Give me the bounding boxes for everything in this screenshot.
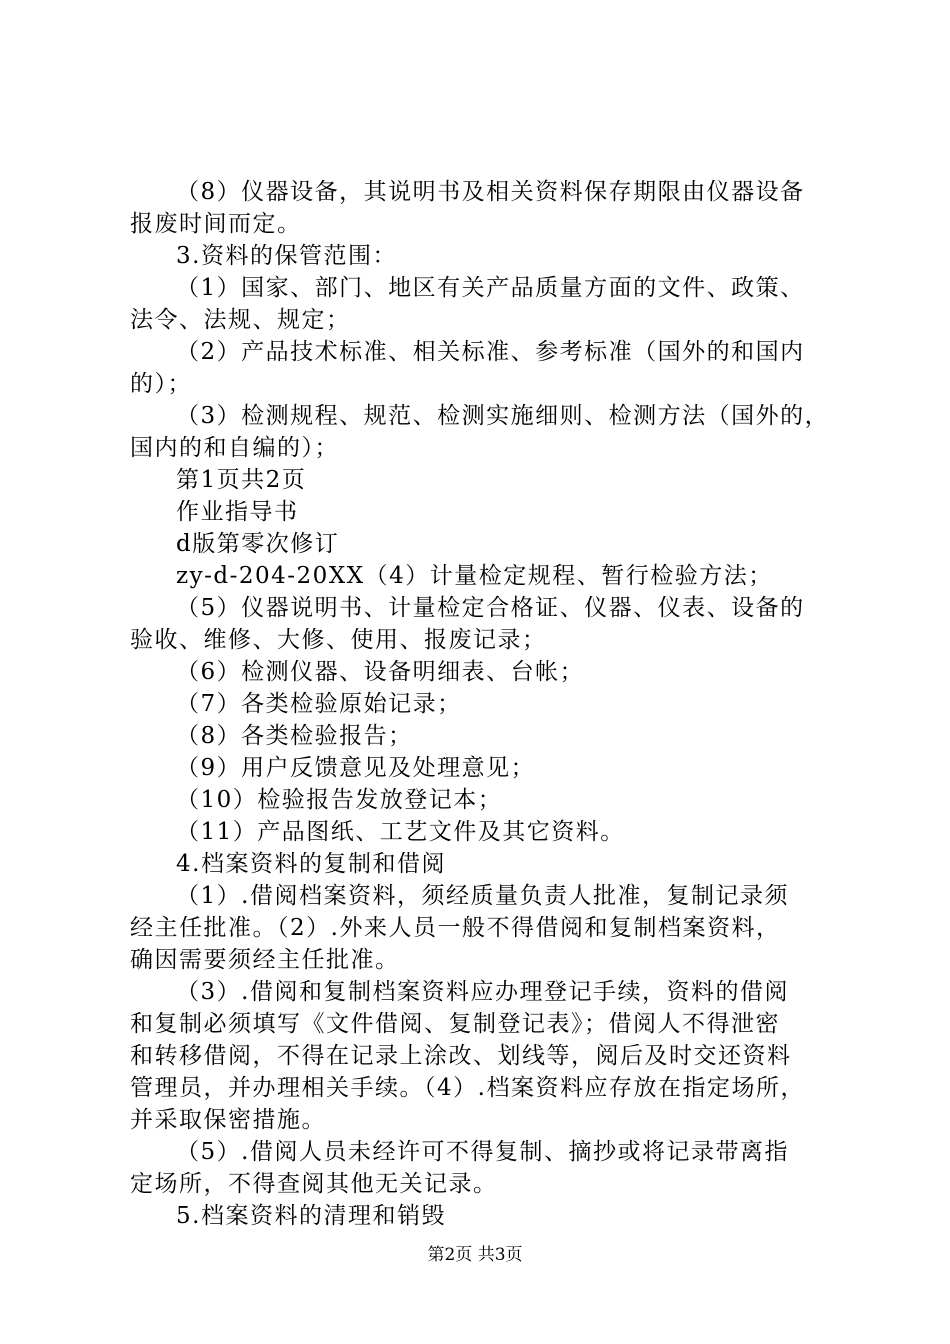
revision-label: d版第零次修订 <box>176 531 340 557</box>
header-title: 作业指导书 <box>176 499 299 525</box>
section-heading: 3.资料的保管范围： <box>176 243 397 269</box>
text-line: （3）检测规程、规范、检测实施细则、检测方法（国外的， <box>176 403 830 429</box>
text-line: 和转移借阅，不得在记录上涂改、划线等，阅后及时交还资料 <box>130 1043 792 1069</box>
page-footer: 第2页 共3页 <box>427 1245 523 1265</box>
text-line: （1）国家、部门、地区有关产品质量方面的文件、政策、 <box>176 275 805 301</box>
section-heading: 5.档案资料的清理和销毁 <box>176 1203 446 1229</box>
text-line: 管理员，并办理相关手续。（4）.档案资料应存放在指定场所， <box>130 1075 805 1101</box>
page-marker: 第1页共2页 <box>176 467 307 493</box>
text-line: 定场所，不得查阅其他无关记录。 <box>130 1171 498 1197</box>
text-line: （9）用户反馈意见及处理意见； <box>176 755 536 781</box>
section-heading: 4.档案资料的复制和借阅 <box>176 851 446 877</box>
text-line: 报废时间而定。 <box>130 211 302 237</box>
text-line: （11）产品图纸、工艺文件及其它资料。 <box>176 819 625 845</box>
text-line: （1）.借阅档案资料，须经质量负责人批准，复制记录须 <box>176 883 789 909</box>
text-line: （6）检测仪器、设备明细表、台帐； <box>176 659 585 685</box>
text-line: （8）仪器设备，其说明书及相关资料保存期限由仪器设备 <box>176 179 805 205</box>
text-line: 确因需要须经主任批准。 <box>130 947 400 973</box>
text-line: 经主任批准。（2）.外来人员一般不得借阅和复制档案资料， <box>130 915 781 941</box>
text-line: 法令、法规、规定； <box>130 307 351 333</box>
text-line: 国内的和自编的）； <box>130 435 339 461</box>
text-line: （10）检验报告发放登记本； <box>176 787 503 813</box>
text-line: 并采取保密措施。 <box>130 1107 326 1133</box>
text-line: （2）产品技术标准、相关标准、参考标准（国外的和国内 <box>176 339 805 365</box>
text-line: 和复制必须填写《文件借阅、复制登记表》；借阅人不得泄密 <box>130 1011 780 1037</box>
text-line: （7）各类检验原始记录； <box>176 691 462 717</box>
text-line: （8）各类检验报告； <box>176 723 413 749</box>
text-line: 验收、维修、大修、使用、报废记录； <box>130 627 547 653</box>
text-line: 的）； <box>130 371 192 397</box>
text-line: （5）.借阅人员未经许可不得复制、摘抄或将记录带离指 <box>176 1139 789 1165</box>
document-code-line: zy-d-204-20XX（4）计量检定规程、暂行检验方法； <box>176 563 773 589</box>
text-line: （3）.借阅和复制档案资料应办理登记手续，资料的借阅 <box>176 979 789 1005</box>
text-line: （5）仪器说明书、计量检定合格证、仪器、仪表、设备的 <box>176 595 805 621</box>
